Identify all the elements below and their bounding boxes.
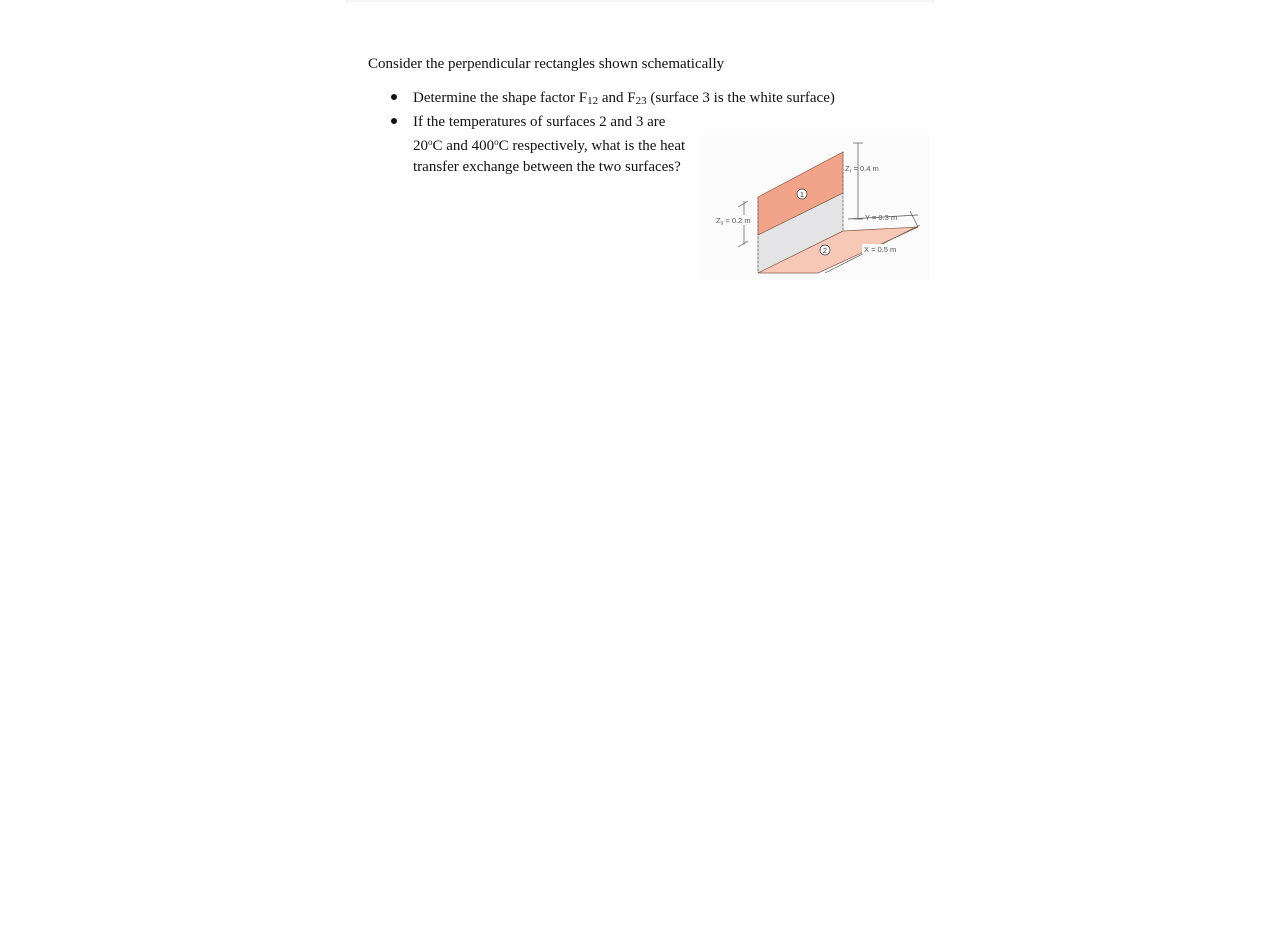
bullet-item-shape-factor bbox=[0, 88, 835, 112]
bullet1-subscript-12: 12 bbox=[587, 95, 599, 107]
x-label: X = 0.5 m bbox=[864, 245, 897, 254]
degree-superscript: o bbox=[428, 137, 433, 147]
problem-intro: Consider the perpendicular rectangles shown schematically bbox=[368, 56, 725, 72]
surface-1-number: 1 bbox=[799, 189, 805, 199]
bullet1-text-a: Determine the shape factor F bbox=[413, 90, 588, 106]
zs-label-value: = 0.2 m bbox=[723, 216, 751, 225]
bullet-dot-icon bbox=[391, 94, 397, 100]
zr-label-value: = 0.4 m bbox=[851, 164, 879, 173]
zr-label-sub: r bbox=[849, 168, 852, 175]
bullet1-text-b: and F bbox=[598, 90, 636, 106]
bullet1-subscript-23: 23 bbox=[635, 95, 647, 107]
surface-2-number: 2 bbox=[822, 245, 828, 255]
perpendicular-rectangles-figure bbox=[700, 135, 930, 280]
zr-label-main: Z bbox=[845, 164, 850, 173]
bullet-item-heat-transfer bbox=[0, 112, 835, 133]
bullet2-l2-c: C respectively, what is the heat bbox=[498, 138, 686, 154]
zs-label-main: Z bbox=[716, 216, 721, 225]
y-label: Y = 0.3 m bbox=[865, 213, 898, 222]
zs-label-sub: s bbox=[720, 220, 724, 227]
page-top-rule bbox=[345, 0, 935, 2]
bullet2-line1: If the temperatures of surfaces 2 and 3 are bbox=[413, 113, 666, 130]
bullet2-l2-b: C and 400 bbox=[432, 138, 495, 154]
rectangles-diagram bbox=[700, 135, 930, 280]
bullet2-l2-a: 20 bbox=[413, 138, 428, 154]
degree-superscript: o bbox=[494, 137, 499, 147]
bullet-dot-icon bbox=[391, 118, 397, 124]
bullet2-line3: transfer exchange between the two surfaces? bbox=[413, 158, 681, 175]
bullet1-text-c: (surface 3 is the white surface) bbox=[646, 90, 835, 106]
